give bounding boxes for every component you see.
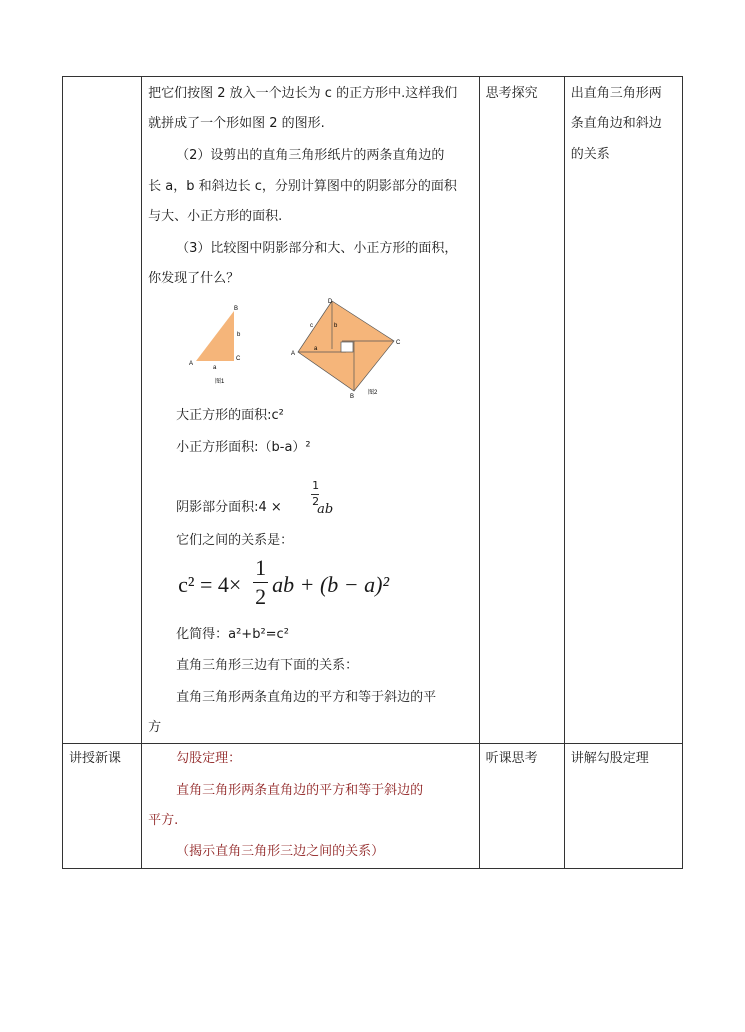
vertex-label-c: C (396, 340, 401, 346)
side-label-c: c (310, 323, 314, 329)
triangle-shape (196, 311, 234, 361)
shaded-area-label: 阴影部分面积:4 × (176, 500, 282, 515)
purpose-line: 出直角三角形两 (570, 86, 662, 101)
relation-intro: 它们之间的关系是： (176, 533, 294, 548)
paragraph-line: 把它们按图 2 放入一个边长为 c 的正方形中.这样我们 (148, 86, 458, 101)
table-row (63, 77, 683, 744)
formula-numerator: 1 (255, 555, 267, 580)
purpose-cell (564, 744, 682, 869)
formula-denominator: 2 (255, 584, 267, 609)
figure-1-right-triangle (188, 299, 258, 389)
theorem-title: 勾股定理： (176, 751, 242, 766)
theorem-line: 直角三角形两条直角边的平方和等于斜边的 (176, 783, 424, 798)
content-cell (142, 77, 480, 744)
vertex-label-a: A (189, 361, 194, 367)
conclusion-line: 直角三角形两条直角边的平方和等于斜边的平 (176, 690, 437, 705)
student-activity-cell (479, 77, 564, 744)
side-label-a: a (314, 346, 318, 352)
relation-statement: 直角三角形三边有下面的关系： (176, 658, 359, 673)
content-cell (142, 744, 480, 869)
student-activity: 思考探究 (485, 86, 538, 101)
lesson-plan-table (62, 76, 683, 869)
big-square-area: 大正方形的面积:c² (176, 408, 284, 423)
student-activity-cell (479, 744, 564, 869)
side-label-a: a (213, 365, 217, 371)
conclusion-line: 方 (148, 720, 162, 735)
paragraph-line: （3）比较图中阴影部分和大、小正方形的面积， (176, 241, 458, 256)
paragraph-line: 就拼成了一个形如图 2 的图形. (148, 116, 325, 131)
stage-label: 讲授新课 (69, 751, 122, 766)
purpose-line: 讲解勾股定理 (570, 751, 649, 766)
vertex-label-b: B (350, 394, 355, 400)
purpose-line: 的关系 (570, 147, 610, 162)
stage-cell (63, 744, 142, 869)
vertex-label-c: C (236, 356, 241, 362)
formula-lhs: c² = 4× (178, 572, 242, 597)
side-label-b: b (334, 323, 338, 329)
small-square-area: 小正方形面积:（b-a）² (176, 440, 311, 455)
theorem-note: （揭示直角三角形三边之间的关系） (176, 844, 385, 859)
side-label-b: b (237, 332, 241, 338)
purpose-line: 条直角边和斜边 (570, 116, 662, 131)
purpose-cell (564, 77, 682, 744)
table-row (63, 744, 683, 869)
theorem-line: 平方. (148, 813, 179, 828)
shaded-fraction-denominator: 2 (312, 495, 320, 508)
vertex-label-b-top: B (234, 306, 239, 312)
paragraph-line: 长 a，b 和斜边长 c，分别计算图中的阴影部分的面积 (148, 179, 457, 194)
figure-caption: 图1 (215, 379, 225, 385)
paragraph-line: 与大、小正方形的面积. (148, 209, 283, 224)
shaded-ab: ab (317, 502, 334, 517)
paragraph-line: （2）设剪出的直角三角形纸片的两条直角边的 (176, 148, 445, 163)
vertex-label-d: D (328, 299, 333, 305)
figure-caption: 图2 (368, 390, 378, 396)
student-activity: 听课思考 (485, 751, 538, 766)
formula-rhs: ab + (b − a)² (272, 572, 390, 597)
stage-cell (63, 77, 142, 744)
figure-2-square (291, 299, 402, 400)
paragraph-line: 你发现了什么？ (148, 271, 240, 286)
small-square (341, 342, 353, 352)
shaded-fraction-numerator: 1 (312, 479, 320, 492)
simplify-result: 化简得：a²+b²=c² (176, 627, 289, 642)
vertex-label-a: A (291, 351, 296, 357)
